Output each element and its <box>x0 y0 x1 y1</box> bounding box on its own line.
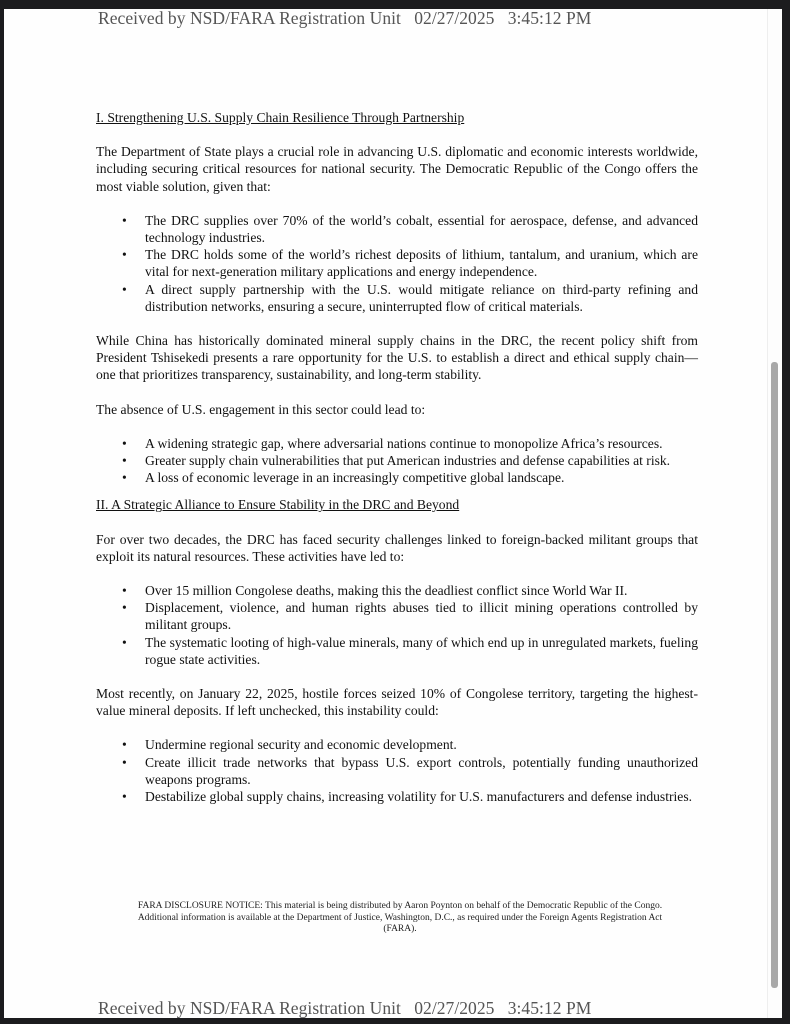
list-item: • Create illicit trade networks that bypass U.S. export controls, potentially funding unauthorized weapons programs. <box>122 754 698 787</box>
list-item: • The systematic looting of high-value minerals, many of which end up in unregulated markets, fueling rogue state activities. <box>122 634 698 667</box>
section-2-bullet-list-2 <box>96 736 698 805</box>
document-viewer <box>4 9 782 1018</box>
list-item: • The DRC holds some of the world’s richest deposits of lithium, tantalum, and uranium, which are vital for next-generation military applications and energy independence. <box>122 247 698 280</box>
document-page <box>96 109 698 822</box>
list-item: • Destabilize global supply chains, increasing volatility for U.S. manufacturers and defense industries. <box>122 789 693 805</box>
bullet-icon: • <box>122 789 127 805</box>
section-1-paragraph-3: The absence of U.S. engagement in this sector could lead to: <box>96 401 426 417</box>
notice-line-2: Additional information is available at the Department of Justice, Washington, D.C., as required under the Foreign Agents Registration Act <box>137 912 663 923</box>
section-heading-1: I. Strengthening U.S. Supply Chain Resilience Through Partnership <box>96 110 465 125</box>
bullet-icon: • <box>122 737 127 753</box>
received-stamp-bottom: Received by NSD/FARA Registration Unit 02/27/2025 3:45:12 PM <box>98 998 592 1018</box>
list-item: • A loss of economic leverage in an increasingly competitive global landscape. <box>122 470 565 486</box>
bullet-icon: • <box>122 281 127 297</box>
scrollbar-thumb[interactable] <box>771 362 778 988</box>
received-stamp-top: Received by NSD/FARA Registration Unit 02/27/2025 3:45:12 PM <box>98 9 592 28</box>
list-item: • A widening strategic gap, where adversarial nations continue to monopolize Africa’s resources. <box>122 435 663 451</box>
list-item: • Greater supply chain vulnerabilities that put American industries and defense capabilities at risk. <box>122 453 671 469</box>
list-item: • Undermine regional security and economic development. <box>122 737 457 753</box>
section-1-paragraph-2: While China has historically dominated mineral supply chains in the DRC, the recent policy shift from President Tshisekedi presents a rare opportunity for the U.S. to establish a direct and ethical supply chain—one that prioritizes transparency, sustainability, and long-term stability. <box>96 333 698 383</box>
list-item: • The DRC supplies over 70% of the world’s cobalt, essential for aerospace, defense, and advanced technology industries. <box>122 212 698 246</box>
notice-line-3: (FARA). <box>383 924 417 934</box>
list-item: • A direct supply partnership with the U.S. would mitigate reliance on third-party refining and distribution networks, ensuring a secure, uninterrupted flow of critical materials. <box>122 281 698 314</box>
notice-line-1: FARA DISCLOSURE NOTICE: This material is being distributed by Aaron Poynton on behalf of the Democratic Republic of the Congo. <box>137 901 663 911</box>
vertical-scrollbar[interactable] <box>767 9 782 1018</box>
section-1-intro: The Department of State plays a crucial role in advancing U.S. diplomatic and economic interests worldwide, including securing critical resources for national security. The Democratic Republic of the Congo offers the most viable solution, given that: <box>96 144 698 194</box>
bullet-icon: • <box>122 453 127 469</box>
section-2-bullet-list-1 <box>96 582 698 668</box>
list-item: • Displacement, violence, and human rights abuses tied to illicit mining operations controlled by militant groups. <box>122 600 698 633</box>
section-1-bullet-list-2 <box>96 435 698 487</box>
bullet-icon: • <box>122 754 127 770</box>
bullet-icon: • <box>122 435 127 451</box>
bullet-icon: • <box>122 212 127 228</box>
section-2-intro: For over two decades, the DRC has faced security challenges linked to foreign-backed militant groups that exploit its natural resources. These activities have led to: <box>96 531 698 564</box>
fara-disclosure-notice <box>104 901 696 936</box>
section-2-paragraph-2: Most recently, on January 22, 2025, hostile forces seized 10% of Congolese territory, targeting the highest-value mineral deposits. If left unchecked, this instability could: <box>96 686 698 719</box>
bullet-icon: • <box>122 583 127 599</box>
section-1-bullet-list-1 <box>96 212 698 315</box>
bullet-icon: • <box>122 600 127 616</box>
bullet-icon: • <box>122 634 127 650</box>
section-heading-2: II. A Strategic Alliance to Ensure Stability in the DRC and Beyond <box>96 497 460 513</box>
list-item: • Over 15 million Congolese deaths, making this the deadliest conflict since World War II. <box>122 583 628 599</box>
bullet-icon: • <box>122 247 127 263</box>
bullet-icon: • <box>122 470 127 486</box>
